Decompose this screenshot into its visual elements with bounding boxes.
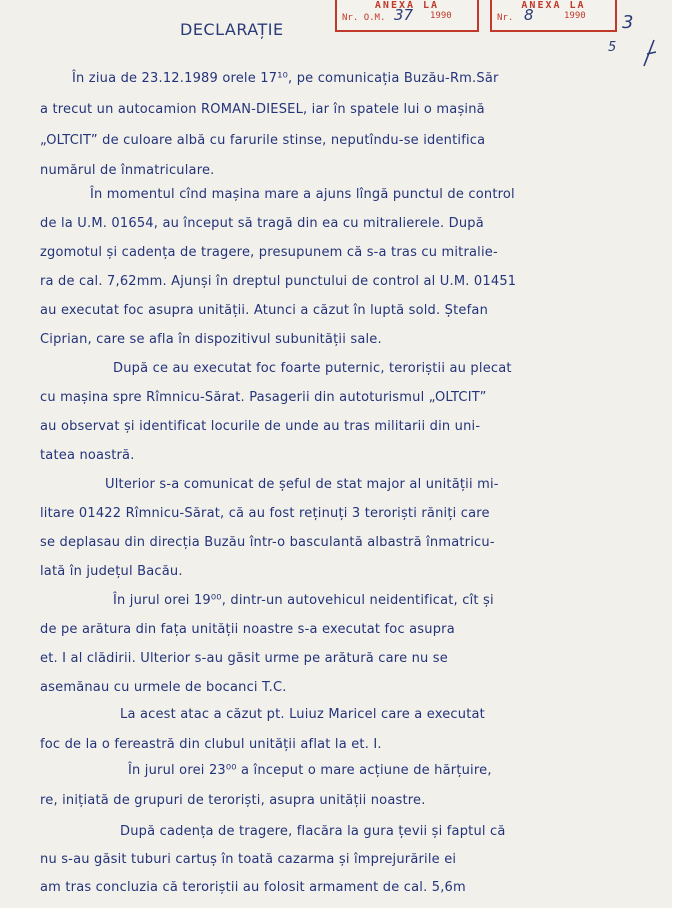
page-edge: [672, 0, 680, 908]
text-line: În jurul orei 19⁰⁰, dintr-un autovehicul neidentificat, cît și: [113, 593, 494, 608]
text-line: nu s-au găsit tuburi cartuș în toată cazarma și împrejurările ei: [40, 852, 457, 867]
margin-mark-icon: [640, 36, 660, 70]
annex-stamp-left: [335, 0, 479, 32]
text-line: „OLTCIT” de culoare albă cu farurile stinse, neputîndu-se identifica: [40, 133, 486, 148]
stamp-nr-label: Nr. O.M.: [342, 13, 386, 23]
stamp-title: ANEXĂ LA: [374, 0, 440, 11]
text-line: am tras concluzia că teroriștii au folosit armament de cal. 5,6m: [40, 880, 466, 895]
margin-note: 5: [608, 40, 617, 55]
text-line: au executat foc asupra unității. Atunci a căzut în luptă sold. Ștefan: [40, 303, 489, 318]
text-line: Ulterior s-a comunicat de șeful de stat major al unității mi-: [105, 477, 499, 492]
margin-note: 3: [622, 12, 634, 33]
text-line: et. I al clădirii. Ulterior s-au găsit urme pe arătură care nu se: [40, 651, 448, 666]
text-line: de la U.M. 01654, au început să tragă din ea cu mitralierele. După: [40, 216, 484, 231]
text-line: a trecut un autocamion ROMAN-DIESEL, iar în spatele lui o mașină: [40, 102, 485, 117]
text-line: de pe arătura din fața unității noastre s-a executat foc asupra: [40, 622, 455, 637]
text-line: au observat și identificat locurile de unde au tras militarii din uni-: [40, 419, 481, 434]
text-line: În jurul orei 23⁰⁰ a început o mare acțiune de hărțuire,: [128, 763, 492, 778]
stamp-number: 37: [394, 6, 414, 24]
text-line: ra de cal. 7,62mm. Ajunși în dreptul punctului de control al U.M. 01451: [40, 274, 517, 289]
text-line: re, inițiată de grupuri de teroriști, asupra unității noastre.: [40, 793, 426, 808]
text-line: La acest atac a căzut pt. Luiuz Maricel care a executat: [120, 707, 485, 722]
text-line: În momentul cînd mașina mare a ajuns lîngă punctul de control: [90, 187, 515, 202]
text-line: lată în județul Bacău.: [40, 564, 183, 579]
text-line: numărul de înmatriculare.: [40, 163, 215, 178]
annex-stamp-right: [490, 0, 617, 32]
stamp-year: 1990: [564, 11, 586, 21]
text-line: După cadența de tragere, flacăra la gura țevii și faptul că: [120, 824, 506, 839]
text-line: asemănau cu urmele de bocanci T.C.: [40, 680, 287, 695]
stamp-nr-label: Nr.: [497, 13, 514, 23]
stamp-number: 8: [524, 6, 534, 24]
document-title: DECLARAȚIE: [180, 20, 284, 39]
text-line: cu mașina spre Rîmnicu-Sărat. Pasagerii din autoturismul „OLTCIT”: [40, 390, 487, 405]
text-line: Ciprian, care se afla în dispozitivul subunității sale.: [40, 332, 382, 347]
text-line: tatea noastră.: [40, 448, 135, 463]
stamp-year: 1990: [430, 11, 452, 21]
text-line: litare 01422 Rîmnicu-Sărat, că au fost reținuți 3 teroriști răniți care: [40, 506, 490, 521]
text-line: zgomotul și cadența de tragere, presupunem că s-a tras cu mitralie-: [40, 245, 498, 260]
text-line: foc de la o fereastră din clubul unității aflat la et. I.: [40, 737, 382, 752]
text-line: După ce au executat foc foarte puternic, teroriștii au plecat: [113, 361, 512, 376]
text-line: se deplasau din direcția Buzău într-o basculantă albastră înmatricu-: [40, 535, 495, 550]
text-line: În ziua de 23.12.1989 orele 17¹⁰, pe comunicația Buzău-Rm.Săr: [72, 71, 499, 86]
stamp-title: ANEXĂ LA: [521, 0, 586, 11]
